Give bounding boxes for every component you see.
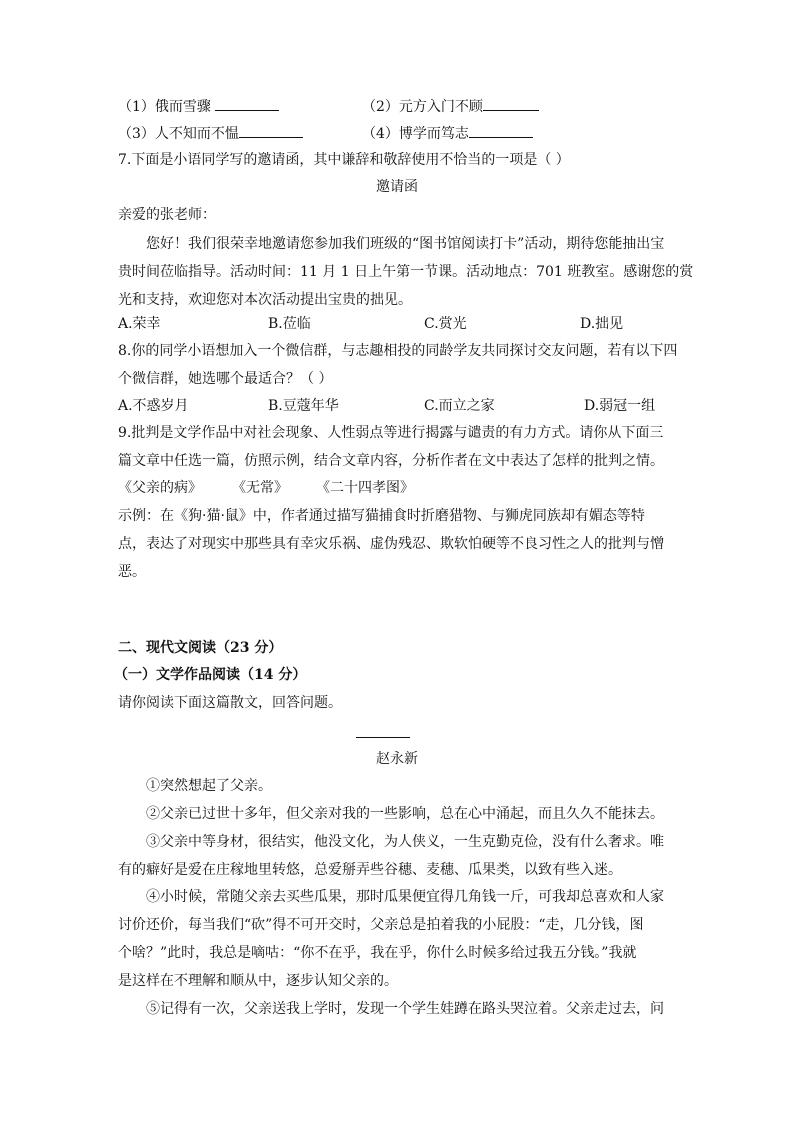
q6-item-label: （2）元方入门不顾 xyxy=(362,99,483,115)
q9-work-3: 《二十四孝图》 xyxy=(316,480,414,496)
section-heading: 二、现代文阅读（23 分） xyxy=(118,640,283,656)
q9-work-2: 《无常》 xyxy=(232,480,288,496)
q6-item-4 xyxy=(362,123,533,144)
q7-option-b[interactable]: B.莅临 xyxy=(268,316,311,332)
q9-stem-line: 9.批判是文学作品中对社会现象、人性弱点等进行揭露与谴责的有力方式。请你从下面三 xyxy=(118,425,664,441)
answer-blank[interactable] xyxy=(215,96,279,111)
essay-paragraph-line: ②父亲已过世十多年，但父亲对我的一些影响，总在心中涌起，而且久久不能抹去。 xyxy=(146,806,664,822)
q8-option-d[interactable]: D.弱冠一组 xyxy=(584,398,656,414)
letter-body-line: 贵时间莅临指导。活动时间：11 月 1 日上午第一节课。活动地点：701 班教室。感谢您的赏 xyxy=(118,264,694,280)
sub-section-heading: （一）文学作品阅读（14 分） xyxy=(114,667,307,683)
q9-work-1: 《父亲的病》 xyxy=(118,480,202,496)
q7-option-d[interactable]: D.拙见 xyxy=(580,316,624,332)
letter-title: 邀请函 xyxy=(376,179,418,195)
q9-stem-line: 篇文章中任选一篇，仿照示例，结合文章内容，分析作者在文中表达了怎样的批判之情。 xyxy=(118,453,664,469)
letter-body-line: 您好！我们很荣幸地邀请您参加我们班级的“图书馆阅读打卡”活动，期待您能抽出宝 xyxy=(146,236,665,252)
q6-item-label: （4）博学而笃志 xyxy=(362,126,469,142)
q6-item-label: （1）俄而雪骤 xyxy=(118,99,211,115)
letter-salutation: 亲爱的张老师： xyxy=(118,207,216,223)
q8-option-b[interactable]: B.豆蔻年华 xyxy=(268,398,339,414)
essay-paragraph-line: 讨价还价，每当我们“砍”得不可开交时，父亲总是拍着我的小屁股：“走，几分钱，图 xyxy=(118,917,644,933)
essay-paragraph-line: 是这样在不理解和顺从中，逐步认知父亲的。 xyxy=(118,973,398,989)
essay-paragraph-line: ④小时候，常随父亲去买些瓜果，那时瓜果便宜得几角钱一斤，可我却总喜欢和人家 xyxy=(146,889,664,905)
q6-item-2 xyxy=(362,96,539,117)
q6-item-label: （3）人不知而不愠 xyxy=(118,126,239,142)
q8-option-c[interactable]: C.而立之家 xyxy=(424,398,495,414)
answer-blank[interactable] xyxy=(469,123,533,138)
q7-stem: 7.下面是小语同学写的邀请函，其中谦辞和敬辞使用不恰当的一项是（ ） xyxy=(118,152,570,168)
reading-instruction: 请你阅读下面这篇散文，回答问题。 xyxy=(118,695,342,711)
q9-example-line: 点，表达了对现实中那些具有幸灾乐祸、虚伪残忍、欺软怕硬等不良习性之人的批判与憎 xyxy=(118,536,664,552)
essay-author: 赵永新 xyxy=(376,751,418,767)
q8-option-a[interactable]: A.不惑岁月 xyxy=(118,398,189,414)
essay-title-blank[interactable] xyxy=(356,737,410,738)
q7-option-c[interactable]: C.赏光 xyxy=(424,316,467,332)
q8-stem-line: 8.你的同学小语想加入一个微信群，与志趣相投的同龄学友共同探讨交友问题，若有以下四 xyxy=(118,343,678,359)
q8-stem-line: 个微信群，她选哪个最适合？（ ） xyxy=(118,371,333,387)
essay-paragraph-line: ③父亲中等身材，很结实，他没文化，为人侠义，一生克勤克俭，没有什么奢求。唯 xyxy=(146,834,664,850)
letter-body-line: 光和支持，欢迎您对本次活动提出宝贵的拙见。 xyxy=(118,292,412,308)
answer-blank[interactable] xyxy=(483,96,539,111)
q6-item-1 xyxy=(118,96,279,117)
essay-paragraph-line: ⑤记得有一次，父亲送我上学时，发现一个学生娃蹲在路头哭泣着。父亲走过去，问 xyxy=(146,1001,664,1017)
essay-paragraph-line: 有的癖好是爱在庄稼地里转悠，总爱掰弄些谷穗、麦穗、瓜果类，以致有些入迷。 xyxy=(118,862,622,878)
essay-paragraph-line: ①突然想起了父亲。 xyxy=(146,778,272,794)
q7-option-a[interactable]: A.荣幸 xyxy=(118,316,161,332)
q9-example-line: 示例：在《狗·猫·鼠》中，作者通过描写猫捕食时折磨猎物、与狮虎同族却有媚态等特 xyxy=(118,508,645,524)
q6-item-3 xyxy=(118,123,303,144)
essay-paragraph-line: 个啥？”此时，我总是嘀咕：“你不在乎，我在乎，你什么时候多给过我五分钱。”我就 xyxy=(118,945,637,961)
q9-example-line: 恶。 xyxy=(118,564,146,580)
answer-blank[interactable] xyxy=(239,123,303,138)
